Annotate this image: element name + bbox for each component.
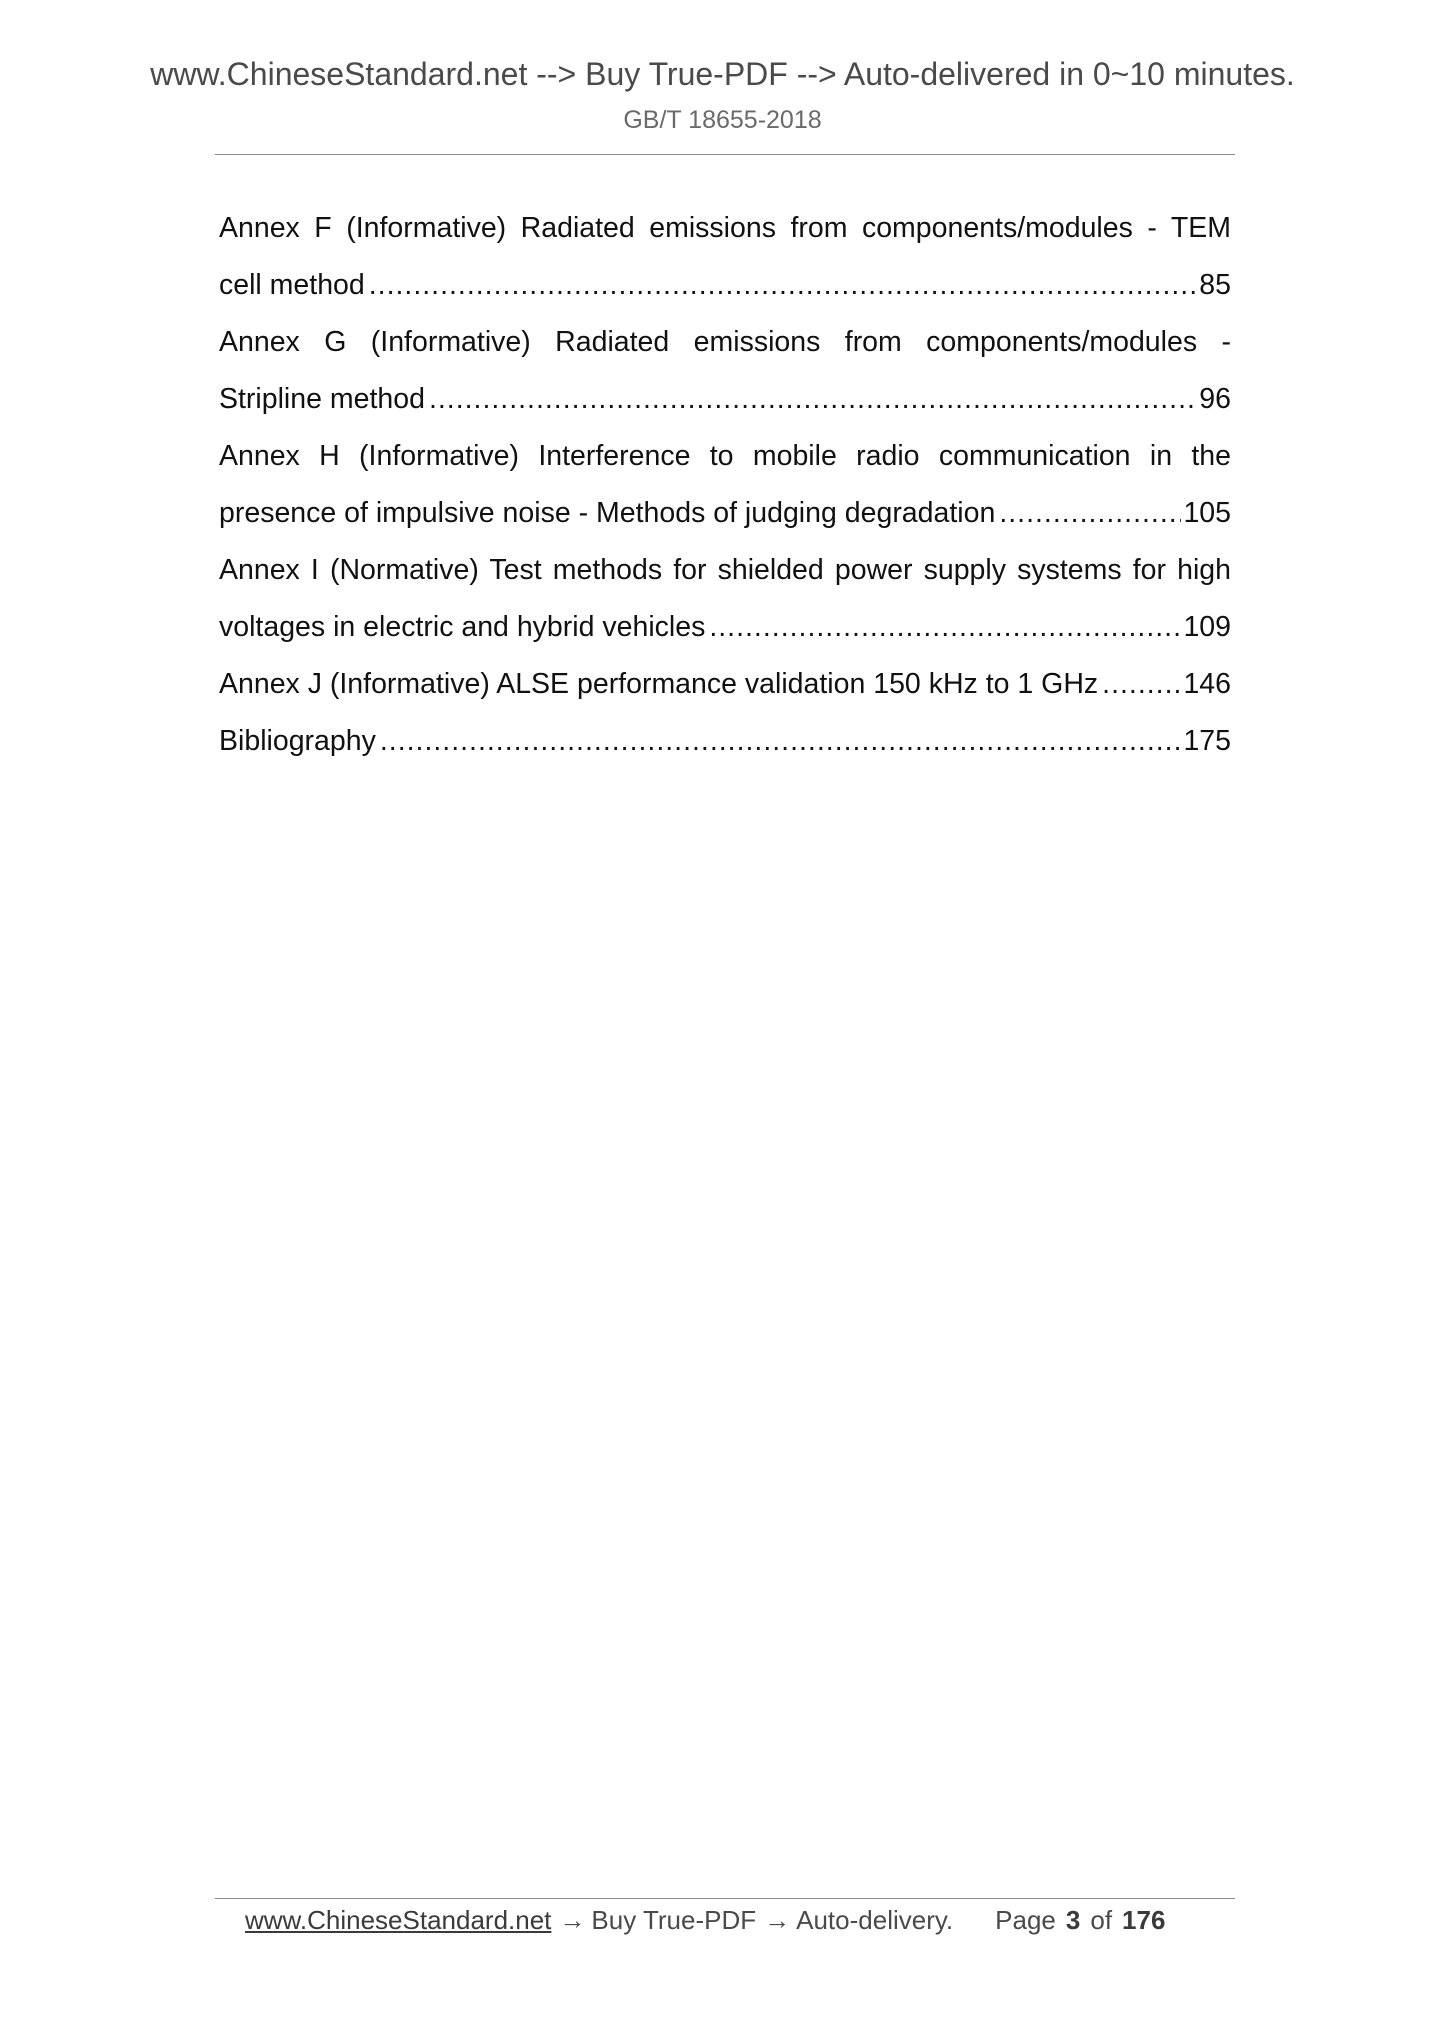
dot-leader <box>369 257 1198 314</box>
dot-leader <box>1102 656 1181 713</box>
arrow-right-icon: → <box>559 1904 586 1935</box>
dot-leader <box>380 713 1182 770</box>
dot-leader <box>429 371 1197 428</box>
toc-entry-title: Annex J (Informative) ALSE performance validation 150 kHz to 1 GHz <box>219 668 1099 700</box>
of-label: of <box>1090 1904 1113 1935</box>
footer-divider <box>215 1898 1235 1899</box>
toc-page-number: 109 <box>1183 611 1231 643</box>
standard-code: GB/T 18655-2018 <box>623 106 822 134</box>
header-divider <box>215 154 1235 155</box>
dot-leader <box>709 599 1181 656</box>
toc-entry-title-cont: cell method <box>219 269 365 301</box>
toc-entry-title: Bibliography <box>219 725 376 757</box>
toc-entry-title: Annex I (Normative) Test methods for shielded power supply systems for high <box>219 554 1231 586</box>
toc-entry-annex-i[interactable] <box>219 542 1231 656</box>
toc-page-number: 85 <box>1199 269 1231 301</box>
toc-entry-annex-h[interactable] <box>219 428 1231 542</box>
page-footer <box>245 1900 1205 1940</box>
toc-entry-annex-g[interactable] <box>219 314 1231 428</box>
table-of-contents <box>219 200 1231 770</box>
dot-leader <box>999 485 1181 542</box>
page-total: 176 <box>1122 1904 1166 1935</box>
page-label: Page <box>995 1904 1056 1935</box>
page-current: 3 <box>1065 1904 1081 1935</box>
header-banner: www.ChineseStandard.net --> Buy True-PDF --> Auto-delivered in 0~10 minutes. <box>150 56 1295 92</box>
toc-page-number: 96 <box>1199 383 1231 415</box>
toc-entry-title-cont: Stripline method <box>219 383 425 415</box>
footer-site-link[interactable]: www.ChineseStandard.net <box>245 1904 552 1935</box>
toc-entry-title: Annex H (Informative) Interference to mobile radio communication in the <box>219 440 1231 472</box>
toc-entry-bibliography[interactable] <box>219 713 1231 770</box>
toc-page-number: 105 <box>1183 497 1231 529</box>
arrow-right-icon: → <box>764 1904 791 1935</box>
footer-delivery-text: Auto-delivery. <box>796 1904 954 1935</box>
toc-entry-title-cont: voltages in electric and hybrid vehicles <box>219 611 706 643</box>
toc-page-number: 146 <box>1183 668 1231 700</box>
toc-entry-annex-f[interactable] <box>219 200 1231 314</box>
toc-entry-annex-j[interactable] <box>219 656 1231 713</box>
toc-entry-title: Annex F (Informative) Radiated emissions from components/modules - TEM <box>219 212 1231 244</box>
toc-entry-title: Annex G (Informative) Radiated emissions from components/modules - <box>219 326 1231 358</box>
footer-buy-text: Buy True-PDF <box>591 1904 757 1935</box>
toc-entry-title-cont: presence of impulsive noise - Methods of judging degradation <box>219 497 996 529</box>
toc-page-number: 175 <box>1183 725 1231 757</box>
